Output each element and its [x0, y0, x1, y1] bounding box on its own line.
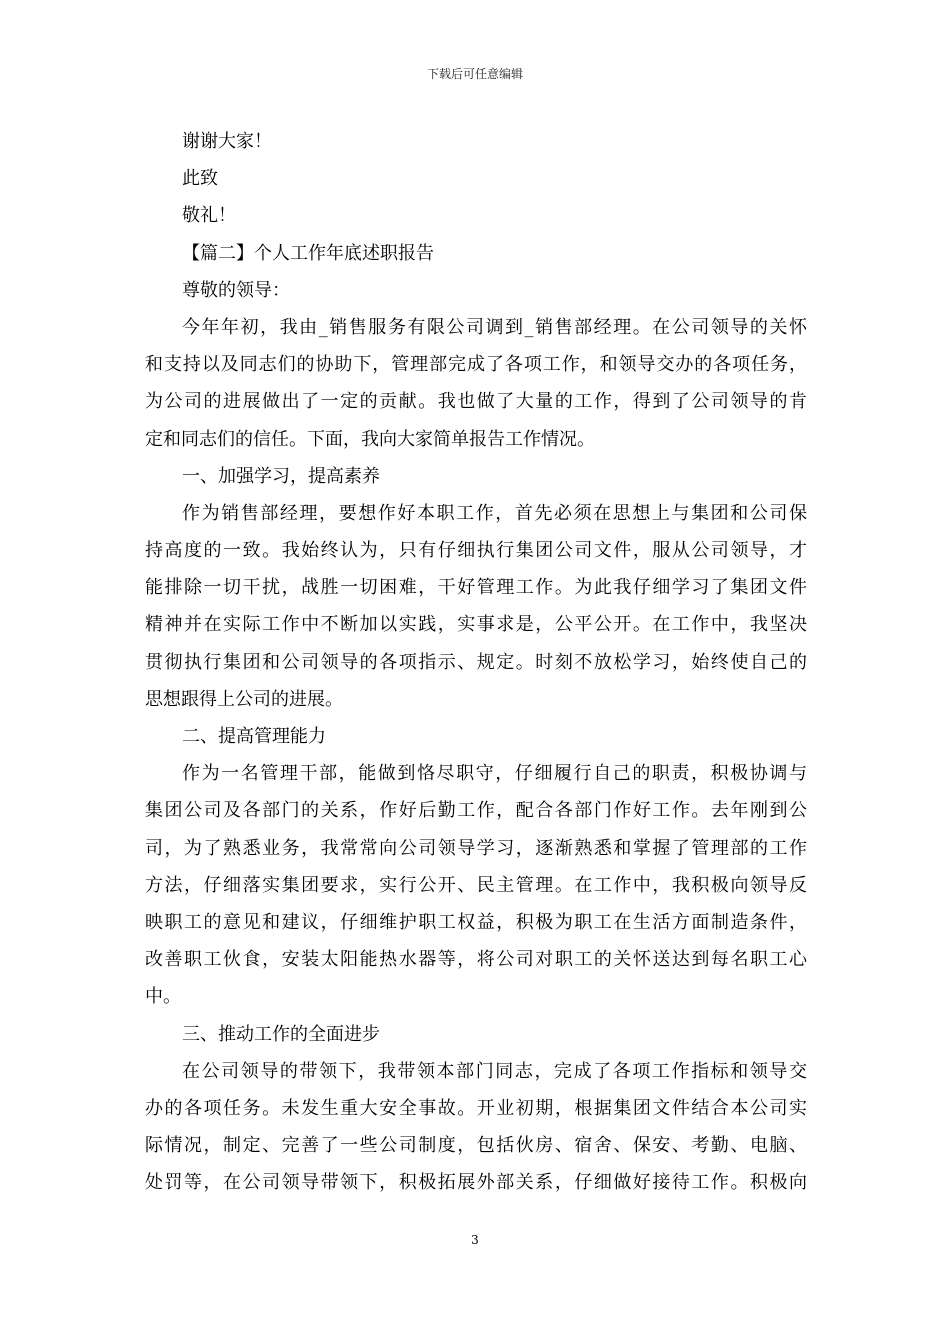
salutation: 尊敬的领导：: [182, 279, 290, 301]
section-heading: 三、推动工作的全面进步: [182, 1023, 380, 1045]
text-line: 思想跟得上公司的进展。: [145, 688, 343, 710]
page-number: 3: [471, 1233, 479, 1247]
text-line: 持高度的一致。我始终认为，只有仔细执行集团公司文件，服从公司领导，才: [145, 540, 807, 562]
section-heading: 一、加强学习，提高素养: [182, 465, 380, 487]
text-line: 映职工的意见和建议，仔细维护职工权益，积极为职工在生活方面制造条件，: [145, 911, 807, 933]
document-body: [145, 123, 807, 1201]
text-line: 改善职工伙食，安装太阳能热水器等，将公司对职工的关怀送达到每名职工心: [145, 949, 807, 971]
text-line: 办的各项任务。未发生重大安全事故。开业初期，根据集团文件结合本公司实: [145, 1097, 807, 1119]
text-line: 处罚等，在公司领导带领下，积极拓展外部关系，仔细做好接待工作。积极向: [145, 1172, 807, 1194]
section-heading: 二、提高管理能力: [182, 726, 326, 747]
text-line: 际情况，制定、完善了一些公司制度，包括伙房、宿舍、保安、考勤、电脑、: [145, 1135, 807, 1157]
text-line: 此致: [182, 168, 218, 190]
text-line: 中。: [145, 986, 181, 1008]
text-line: 精神并在实际工作中不断加以实践，实事求是，公平公开。在工作中，我坚决: [145, 614, 807, 636]
section-heading: 【篇二】个人工作年底述职报告: [182, 242, 434, 264]
text-line: 贯彻执行集团和公司领导的各项指示、规定。时刻不放松学习，始终使自己的: [145, 651, 807, 673]
text-line: 定和同志们的信任。下面，我向大家简单报告工作情况。: [145, 428, 595, 450]
text-line: 集团公司及各部门的关系，作好后勤工作，配合各部门作好工作。去年刚到公: [145, 800, 807, 822]
text-line: 方法，仔细落实集团要求，实行公开、民主管理。在工作中，我积极向领导反: [145, 874, 807, 896]
text-line: 作为销售部经理，要想作好本职工作，首先必须在思想上与集团和公司保: [182, 502, 807, 524]
text-line: 能排除一切干扰，战胜一切困难，干好管理工作。为此我仔细学习了集团文件: [145, 577, 807, 599]
text-line: 为公司的进展做出了一定的贡献。我也做了大量的工作，得到了公司领导的肯: [145, 391, 807, 413]
text-line: 在公司领导的带领下，我带领本部门同志，完成了各项工作指标和领导交: [182, 1060, 807, 1082]
text-line: 作为一名管理干部，能做到恪尽职守，仔细履行自己的职责，积极协调与: [182, 763, 807, 785]
text-line: 和支持以及同志们的协助下，管理部完成了各项工作，和领导交办的各项任务，: [145, 354, 807, 376]
text-line: 今年年初，我由_销售服务有限公司调到_销售部经理。在公司领导的关怀: [182, 316, 807, 338]
text-line: 司，为了熟悉业务，我常常向公司领导学习，逐渐熟悉和掌握了管理部的工作: [145, 837, 807, 859]
page-header: 下载后可任意编辑: [426, 67, 523, 81]
text-line: 敬礼！: [182, 205, 236, 227]
text-line: 谢谢大家！: [182, 131, 272, 152]
